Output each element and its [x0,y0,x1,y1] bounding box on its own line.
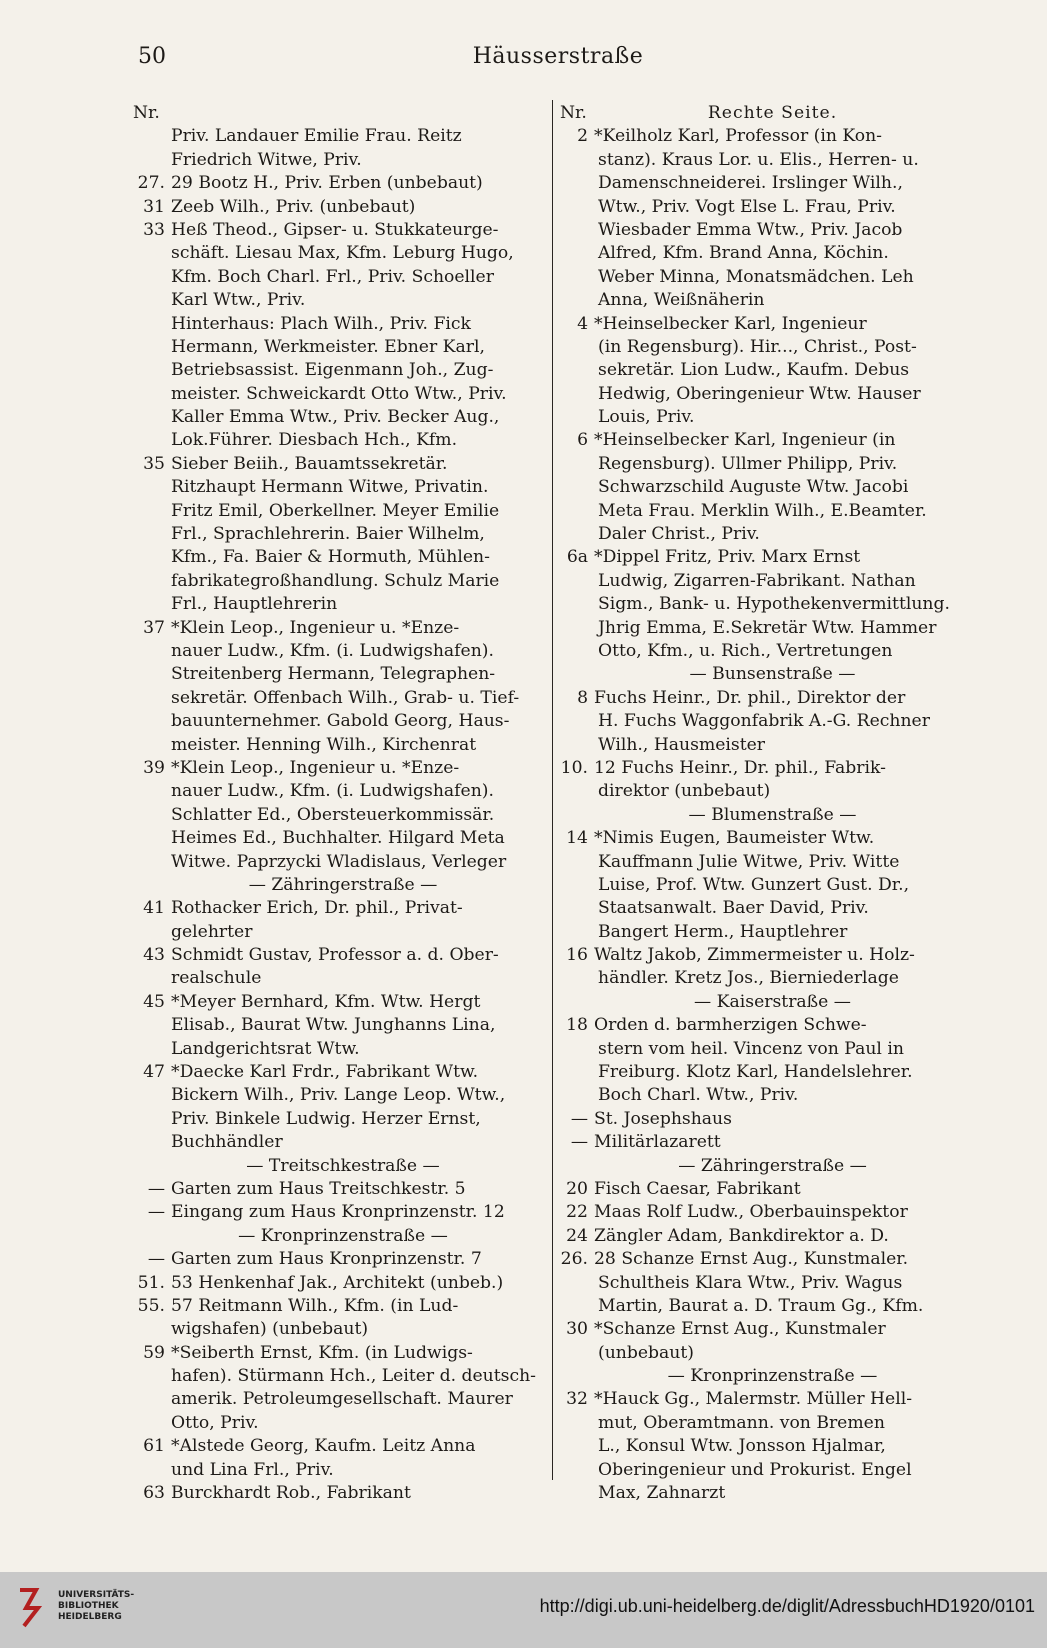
house-entry [560,827,985,850]
entry-text: Friedrich Witwe, Priv. [171,149,362,170]
entry-text: Orden d. barmherzigen Schwe- [594,1015,867,1036]
entry-continuation [133,593,553,616]
entry-text: fabrikategroßhandlung. Schulz Marie [171,570,500,591]
entry-continuation [133,242,553,265]
house-number: — [570,1108,588,1129]
page-number: 50 [138,44,166,69]
entry-continuation [133,149,553,172]
entry-text: Lok.Führer. Diesbach Hch., Kfm. [171,430,458,451]
entry-continuation [560,1061,985,1084]
house-entry [560,1388,985,1411]
entry-continuation [560,359,985,382]
entry-continuation [133,1131,553,1154]
street-divider [560,1365,985,1388]
entry-text: nauer Ludw., Kfm. (i. Ludwigshafen). [171,640,494,661]
entry-continuation [560,266,985,289]
house-number: — [147,1202,165,1223]
entry-continuation [133,1388,553,1411]
entry-continuation [133,1084,553,1107]
entry-text: Damenschneiderei. Irslinger Wilh., [598,173,903,194]
entry-text: Martin, Baurat a. D. Traum Gg., Kfm. [598,1295,924,1316]
entry-continuation [133,1365,553,1388]
entry-continuation [133,1318,553,1341]
column-heading: Nr. Rechte Seite. [560,102,985,125]
house-number: 31 [143,196,165,217]
entry-text: Kfm., Fa. Baier & Hormuth, Mühlen- [171,547,490,568]
entry-continuation [560,710,985,733]
house-number: 10. [560,757,588,778]
library-name: UNIVERSITÄTS- BIBLIOTHEK HEIDELBERG [58,1590,135,1622]
house-entry [133,1482,553,1505]
entry-text: Freiburg. Klotz Karl, Handelslehrer. [598,1062,913,1083]
entry-continuation [133,1108,553,1131]
entry-text: — Kaiserstraße — [694,991,851,1012]
house-number: 22 [566,1202,588,1223]
entry-text: — Kronprinzenstraße — [238,1225,448,1246]
entry-text: Kaller Emma Wtw., Priv. Becker Aug., [171,407,500,428]
entry-text: Waltz Jakob, Zimmermeister u. Holz- [594,945,915,966]
entry-continuation [133,804,553,827]
entry-continuation [560,593,985,616]
house-number: 32 [566,1389,588,1410]
page-header [138,44,978,76]
entry-continuation [560,289,985,312]
entry-text: — Bunsenstraße — [689,664,856,685]
entry-text: Zeeb Wilh., Priv. (unbebaut) [171,196,416,217]
house-number: 33 [143,219,165,240]
entry-text: sekretär. Offenbach Wilh., Grab- u. Tief- [171,687,520,708]
entry-continuation [133,546,553,569]
entry-continuation [560,921,985,944]
house-number: 2 [577,126,588,147]
house-entry [133,1201,553,1224]
entry-continuation [133,500,553,523]
entry-continuation [560,196,985,219]
entry-text: *Heinselbecker Karl, Ingenieur [594,313,867,334]
entry-text: Otto, Kfm., u. Rich., Vertretungen [598,640,893,661]
street-divider [560,663,985,686]
entry-text: Jhrig Emma, E.Sekretär Wtw. Hammer [598,617,937,638]
entry-continuation [133,827,553,850]
entry-text: Sigm., Bank- u. Hypothekenvermittlung. [598,594,950,615]
entry-text: Priv. Binkele Ludwig. Herzer Ernst, [171,1108,481,1129]
entry-continuation [560,570,985,593]
entry-continuation [560,967,985,990]
entry-text: Landgerichtsrat Wtw. [171,1038,360,1059]
entry-text: Burckhardt Rob., Fabrikant [171,1483,411,1504]
entry-continuation [133,383,553,406]
house-entry [133,1295,553,1318]
street-divider [560,991,985,1014]
entry-text: Alfred, Kfm. Brand Anna, Köchin. [598,243,889,264]
entry-text: Oberingenieur und Prokurist. Engel [598,1459,912,1480]
house-entry [133,944,553,967]
entry-text: Ritzhaupt Hermann Witwe, Privatin. [171,477,489,498]
house-entry [560,1014,985,1037]
house-entry [560,944,985,967]
entry-continuation [133,1459,553,1482]
house-number: 24 [566,1225,588,1246]
entry-text: Weber Minna, Monatsmädchen. Leh [598,266,914,287]
house-number: 27. [137,173,165,194]
entry-continuation [560,640,985,663]
house-number: 63 [143,1483,165,1504]
entry-text: Heimes Ed., Buchhalter. Hilgard Meta [171,828,505,849]
entry-continuation [133,734,553,757]
entry-text: direktor (unbebaut) [598,781,771,802]
entry-text: H. Fuchs Waggonfabrik A.-G. Rechner [598,711,930,732]
street-divider [560,1155,985,1178]
entry-text: Fritz Emil, Oberkellner. Meyer Emilie [171,500,500,521]
entry-text: realschule [171,968,262,989]
entry-continuation [560,874,985,897]
entry-text: Priv. Landauer Emilie Frau. Reitz [171,126,462,147]
entry-text: 29 Bootz H., Priv. Erben (unbebaut) [171,173,483,194]
entry-text: Ludwig, Zigarren-Fabrikant. Nathan [598,570,916,591]
entry-text: 57 Reitmann Wilh., Kfm. (in Lud- [171,1295,459,1316]
library-footer [0,1572,1047,1648]
entry-text: L., Konsul Wtw. Jonsson Hjalmar, [598,1436,886,1457]
entry-continuation [133,710,553,733]
entry-text: Meta Frau. Merklin Wilh., E.Beamter. [598,500,927,521]
running-title: Häusserstraße [472,44,644,69]
library-logo-icon [16,1586,46,1630]
entry-text: Rothacker Erich, Dr. phil., Privat- [171,898,463,919]
entry-continuation [560,1295,985,1318]
left-column [133,102,553,1505]
house-number: 18 [566,1015,588,1036]
entry-text: — Zähringerstraße — [248,874,438,895]
house-entry [133,617,553,640]
entry-continuation [560,1412,985,1435]
house-entry [560,687,985,710]
entry-continuation [133,125,553,148]
house-entry [560,757,985,780]
column-heading: Nr. [133,103,160,123]
entry-text: Heß Theod., Gipser- u. Stukkateurge- [171,219,499,240]
entry-text: Betriebsassist. Eigenmann Joh., Zug- [171,360,494,381]
entry-text: Fisch Caesar, Fabrikant [594,1178,801,1199]
house-number: 61 [143,1436,165,1457]
entry-text: Anna, Weißnäherin [598,290,765,311]
entry-continuation [133,1014,553,1037]
house-entry [133,1061,553,1084]
entry-continuation [133,289,553,312]
right-column [560,102,985,1505]
house-number: 30 [566,1319,588,1340]
entry-continuation [133,429,553,452]
entry-text: — Kronprinzenstraße — [667,1366,878,1387]
entry-text: Kauffmann Julie Witwe, Priv. Witte [598,851,900,872]
house-entry [133,991,553,1014]
entry-continuation [560,734,985,757]
entry-text: Max, Zahnarzt [598,1483,726,1504]
street-divider [133,1225,553,1248]
house-number: 41 [143,898,165,919]
house-entry [133,453,553,476]
entry-text: bauunternehmer. Gabold Georg, Haus- [171,711,510,732]
entry-text: Garten zum Haus Treitschkestr. 5 [171,1178,466,1199]
entry-continuation [560,1038,985,1061]
entry-text: hafen). Stürmann Hch., Leiter d. deutsch- [171,1366,536,1387]
entry-continuation [133,570,553,593]
house-entry [133,196,553,219]
house-entry [133,1248,553,1271]
entry-text: *Schanze Ernst Aug., Kunstmaler [594,1319,886,1340]
entry-text: *Daecke Karl Frdr., Fabrikant Wtw. [171,1062,479,1083]
street-divider [133,874,553,897]
entry-text: Luise, Prof. Wtw. Gunzert Gust. Dr., [598,874,910,895]
house-entry [133,1178,553,1201]
house-number: 35 [143,453,165,474]
entry-text: *Dippel Fritz, Priv. Marx Ernst [594,547,861,568]
entry-continuation [560,383,985,406]
entry-text: Frl., Hauptlehrerin [171,594,338,615]
entry-continuation [133,336,553,359]
entry-text: Karl Wtw., Priv. [171,290,306,311]
entry-text: Militärlazarett [594,1132,721,1153]
entry-continuation [133,1038,553,1061]
entry-text: — Blumenstraße — [688,804,857,825]
entry-text: stern vom heil. Vincenz von Paul in [598,1038,904,1059]
entry-text: Wtw., Priv. Vogt Else L. Frau, Priv. [598,196,896,217]
entry-continuation [560,219,985,242]
entry-continuation [133,640,553,663]
entry-text: — Zähringerstraße — [678,1155,867,1176]
house-entry [560,313,985,336]
entry-text: wigshafen) (unbebaut) [171,1319,369,1340]
entry-text: (in Regensburg). Hir..., Christ., Post- [598,336,917,357]
entry-continuation [560,500,985,523]
house-number: 6 [577,430,588,451]
house-number: — [147,1178,165,1199]
house-entry [560,429,985,452]
entry-continuation [560,1435,985,1458]
house-entry [133,1272,553,1295]
entry-text: nauer Ludw., Kfm. (i. Ludwigshafen). [171,781,494,802]
entry-text: mut, Oberamtmann. von Bremen [598,1412,885,1433]
entry-continuation [560,453,985,476]
house-entry [560,1131,985,1154]
house-number: 43 [143,945,165,966]
house-entry [133,757,553,780]
entry-continuation [560,1272,985,1295]
house-number: 51. [137,1272,165,1293]
house-entry [560,1248,985,1271]
house-entry [560,125,985,148]
right-entries [560,125,985,1505]
entry-text: Boch Charl. Wtw., Priv. [598,1085,799,1106]
entry-continuation [133,780,553,803]
house-entry [560,1178,985,1201]
entry-text: *Heinselbecker Karl, Ingenieur (in [594,430,896,451]
entry-text: meister. Schweickardt Otto Wtw., Priv. [171,383,507,404]
entry-text: Witwe. Paprzycki Wladislaus, Verleger [171,851,507,872]
entry-text: Maas Rolf Ludw., Oberbauinspektor [594,1202,908,1223]
entry-text: schäft. Liesau Max, Kfm. Leburg Hugo, [171,243,514,264]
entry-text: *Keilholz Karl, Professor (in Kon- [594,126,882,147]
house-number: 59 [143,1342,165,1363]
entry-text: Otto, Priv. [171,1412,259,1433]
house-number: 14 [566,828,588,849]
house-number: 45 [143,991,165,1012]
entry-text: Streitenberg Hermann, Telegraphen- [171,664,496,685]
entry-continuation [560,242,985,265]
house-number: 55. [137,1295,165,1316]
house-number: 8 [577,687,588,708]
entry-text: Kfm. Boch Charl. Frl., Priv. Schoeller [171,266,494,287]
entry-continuation [560,172,985,195]
house-entry [560,1201,985,1224]
entry-text: Garten zum Haus Kronprinzenstr. 7 [171,1249,482,1270]
entry-continuation [133,476,553,499]
entry-continuation [133,663,553,686]
entry-continuation [133,921,553,944]
house-entry [560,1225,985,1248]
entry-text: gelehrter [171,921,253,942]
entry-continuation [560,1459,985,1482]
entry-text: Hedwig, Oberingenieur Wtw. Hauser [598,383,921,404]
house-number: 39 [143,757,165,778]
entry-text: *Nimis Eugen, Baumeister Wtw. [594,828,875,849]
entry-text: (unbebaut) [598,1342,694,1363]
entry-continuation [560,617,985,640]
entry-text: 28 Schanze Ernst Aug., Kunstmaler. [594,1249,909,1270]
entry-text: 53 Henkenhaf Jak., Architekt (unbeb.) [171,1272,504,1293]
street-divider [560,804,985,827]
right-side-title: Rechte Seite. [707,103,838,123]
entry-text: Bangert Herm., Hauptlehrer [598,921,848,942]
entry-text: *Klein Leop., Ingenieur u. *Enze- [171,757,460,778]
entry-text: Buchhändler [171,1132,283,1153]
entry-text: Zängler Adam, Bankdirektor a. D. [594,1225,889,1246]
house-number: 16 [566,945,588,966]
house-entry [133,172,553,195]
entry-text: Wiesbader Emma Wtw., Priv. Jacob [598,219,903,240]
entry-text: 12 Fuchs Heinr., Dr. phil., Fabrik- [594,757,886,778]
entry-text: Frl., Sprachlehrerin. Baier Wilhelm, [171,524,485,545]
entry-text: stanz). Kraus Lor. u. Elis., Herren- u. [598,149,919,170]
street-divider [133,1155,553,1178]
entry-continuation [133,967,553,990]
entry-text: *Alstede Georg, Kaufm. Leitz Anna [171,1436,476,1457]
entry-text: meister. Henning Wilh., Kirchenrat [171,734,477,755]
entry-continuation [133,266,553,289]
entry-continuation [560,1084,985,1107]
entry-text: Bickern Wilh., Priv. Lange Leop. Wtw., [171,1085,506,1106]
entry-text: Wilh., Hausmeister [598,734,766,755]
entry-continuation [560,336,985,359]
entry-text: *Meyer Bernhard, Kfm. Wtw. Hergt [171,991,481,1012]
entry-text: und Lina Frl., Priv. [171,1459,334,1480]
entry-continuation [133,313,553,336]
entry-continuation [560,406,985,429]
house-entry [560,1318,985,1341]
entry-continuation [560,1482,985,1505]
entry-text: *Hauck Gg., Malermstr. Müller Hell- [594,1389,913,1410]
entry-text: Hermann, Werkmeister. Ebner Karl, [171,336,485,357]
entry-text: Eingang zum Haus Kronprinzenstr. 12 [171,1202,505,1223]
entry-text: Fuchs Heinr., Dr. phil., Direktor der [594,687,906,708]
house-number: 20 [566,1178,588,1199]
house-entry [560,1108,985,1131]
entry-continuation [560,897,985,920]
entry-text: Schultheis Klara Wtw., Priv. Wagus [598,1272,903,1293]
entry-text: amerik. Petroleumgesellschaft. Maurer [171,1389,513,1410]
house-number: 4 [577,313,588,334]
entry-text: Sieber Beiih., Bauamtssekretär. [171,453,448,474]
house-number: — [570,1132,588,1153]
entry-text: Elisab., Baurat Wtw. Junghanns Lina, [171,1015,496,1036]
entry-continuation [133,1412,553,1435]
house-number: — [147,1249,165,1270]
house-entry [133,897,553,920]
entry-text: Schlatter Ed., Obersteuerkommissär. [171,804,495,825]
house-number: 6a [566,547,588,568]
left-entries [133,125,553,1505]
entry-text: Daler Christ., Priv. [598,524,760,545]
entry-continuation [560,523,985,546]
entry-text: *Seiberth Ernst, Kfm. (in Ludwigs- [171,1342,473,1363]
entry-continuation [560,1342,985,1365]
entry-text: — Treitschkestraße — [246,1155,440,1176]
entry-continuation [560,476,985,499]
entry-text: St. Josephshaus [594,1108,732,1129]
entry-text: *Klein Leop., Ingenieur u. *Enze- [171,617,460,638]
house-entry [133,219,553,242]
entry-text: Regensburg). Ullmer Philipp, Priv. [598,453,898,474]
house-entry [560,546,985,569]
entry-text: sekretär. Lion Ludw., Kaufm. Debus [598,360,910,381]
house-entry [133,1342,553,1365]
house-entry [133,1435,553,1458]
entry-text: Schwarzschild Auguste Wtw. Jacobi [598,477,909,498]
entry-continuation [560,780,985,803]
entry-continuation [133,523,553,546]
house-number: 37 [143,617,165,638]
entry-continuation [133,406,553,429]
entry-text: Louis, Priv. [598,407,695,428]
entry-text: händler. Kretz Jos., Bierniederlage [598,968,899,989]
entry-text: Staatsanwalt. Baer David, Priv. [598,898,869,919]
entry-text: Schmidt Gustav, Professor a. d. Ober- [171,945,499,966]
entry-continuation [133,851,553,874]
entry-continuation [133,687,553,710]
house-number: 26. [560,1249,588,1270]
entry-text: Hinterhaus: Plach Wilh., Priv. Fick [171,313,471,334]
source-url[interactable]: http://digi.ub.uni-heidelberg.de/diglit/AdressbuchHD1920/0101 [539,1596,1035,1616]
entry-continuation [560,149,985,172]
house-number: 47 [143,1062,165,1083]
entry-continuation [133,359,553,382]
entry-continuation [560,851,985,874]
